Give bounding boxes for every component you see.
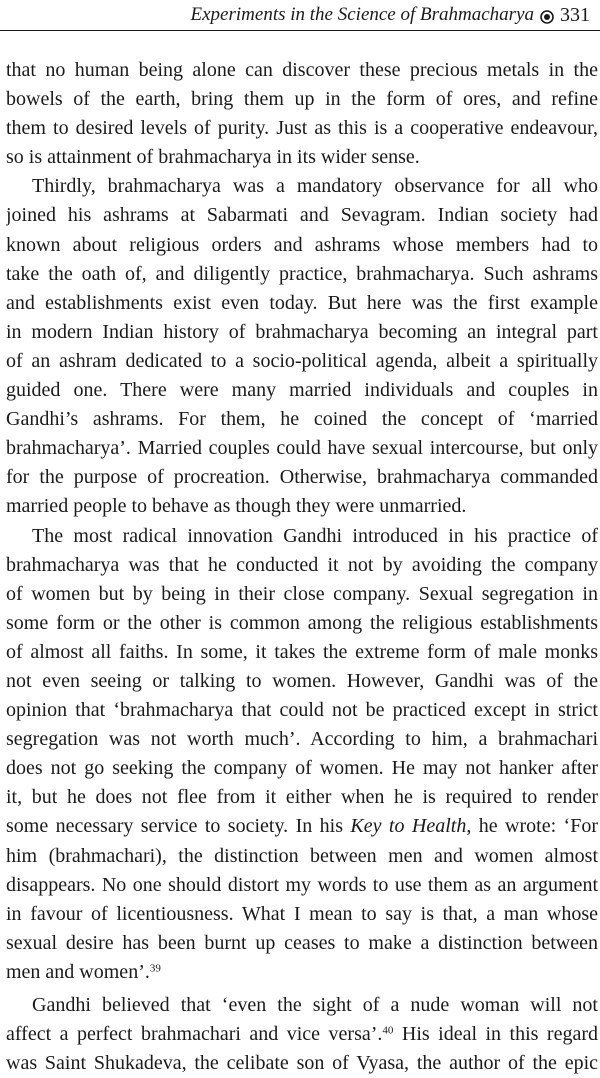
- text-line: in modern Indian history of brahmacharya becoming an integral part: [6, 320, 598, 343]
- text-line: of an ashram dedicated to a socio-political agenda, albeit a spiritually: [6, 349, 598, 372]
- text-segment: some necessary service to society. In his: [6, 815, 351, 838]
- double-circle-ornament-icon: [540, 8, 554, 22]
- text-line: joined his ashrams at Sabarmati and Sevagram. Indian society had: [6, 204, 598, 227]
- text-line: disappears. No one should distort my words to use them as an argument: [6, 873, 598, 896]
- text-line: sexual desire has been burnt up ceases to make a distinction between: [6, 931, 598, 954]
- running-head: [191, 3, 590, 27]
- footnote-marker: 40: [382, 1024, 394, 1037]
- text-line: does not go seeking the company of women. He may not hanker after: [6, 757, 598, 780]
- text-line: for the purpose of procreation. Otherwise, brahmacharya commanded: [6, 466, 598, 489]
- text-line: of almost all faiths. In some, it takes the extreme form of male monks: [6, 640, 598, 663]
- text-line: and establishments exist even today. But here was the first example: [6, 291, 598, 314]
- text-segment: His ideal in this regard: [401, 1023, 598, 1046]
- text-line: married people to behave as though they were unmarried.: [6, 495, 467, 518]
- text-line: him (brahmachari), the distinction between men and women almost: [6, 844, 598, 867]
- header-rule: [0, 30, 600, 31]
- text-line: take the oath of, and diligently practice, brahmacharya. Such ashrams: [6, 262, 598, 285]
- text-line-with-footnote: [6, 958, 598, 987]
- text-line: it, but he does not flee from it either when he is required to render: [6, 786, 598, 809]
- text-line: so is attainment of brahmacharya in its wider sense.: [6, 146, 420, 169]
- paragraph-first-line: The most radical innovation Gandhi introduced in his practice of: [32, 524, 598, 547]
- body-text: [6, 56, 598, 1078]
- footnote-marker: 39: [149, 962, 161, 975]
- text-line-with-book-title: [6, 812, 598, 841]
- text-line: of women but by being in their close company. Sexual segregation in: [6, 582, 598, 605]
- text-line: was Saint Shukadeva, the celibate son of Vyasa, the author of the epic: [6, 1052, 598, 1075]
- text-line: them to desired levels of purity. Just as this is a cooperative endeavour,: [6, 117, 598, 140]
- text-line: Gandhi’s ashrams. For them, he coined the concept of ‘married: [6, 408, 598, 431]
- text-line: segregation was not worth much’. According to him, a brahmachari: [6, 728, 598, 751]
- paragraph-first-line: Thirdly, brahmacharya was a mandatory observance for all who: [32, 175, 598, 198]
- text-line: bowels of the earth, bring them up in the form of ores, and refine: [6, 88, 598, 111]
- text-line: opinion that ‘brahmacharya that could not be practiced except in strict: [6, 699, 598, 722]
- running-head-title: Experiments in the Science of Brahmacharya: [190, 4, 534, 25]
- book-title: Key to Health: [350, 815, 467, 838]
- text-line-with-footnote: [6, 1020, 598, 1049]
- text-segment: , he wrote: ‘For: [466, 815, 598, 838]
- text-segment: affect a perfect brahmachari and vice versa’.: [6, 1023, 383, 1046]
- text-line: that no human being alone can discover these precious metals in the: [6, 59, 598, 81]
- text-line: brahmacharya’. Married couples could have sexual intercourse, but only: [6, 437, 598, 460]
- text-segment: men and women’.: [6, 960, 150, 983]
- text-line: some form or the other is common among the religious establishments: [6, 611, 598, 634]
- text-line: brahmacharya was that he conducted it not by avoiding the company: [6, 553, 598, 576]
- paragraph-first-line: Gandhi believed that ‘even the sight of a nude woman will not: [32, 994, 598, 1016]
- text-line: known about religious orders and ashrams whose members had to: [6, 233, 598, 256]
- text-line: not even seeing or talking to women. However, Gandhi was of the: [6, 669, 598, 692]
- page-number: 331: [560, 3, 590, 26]
- text-line: guided one. There were many married individuals and couples in: [6, 379, 598, 402]
- text-line: in favour of licentiousness. What I mean to say is that, a man whose: [6, 902, 598, 925]
